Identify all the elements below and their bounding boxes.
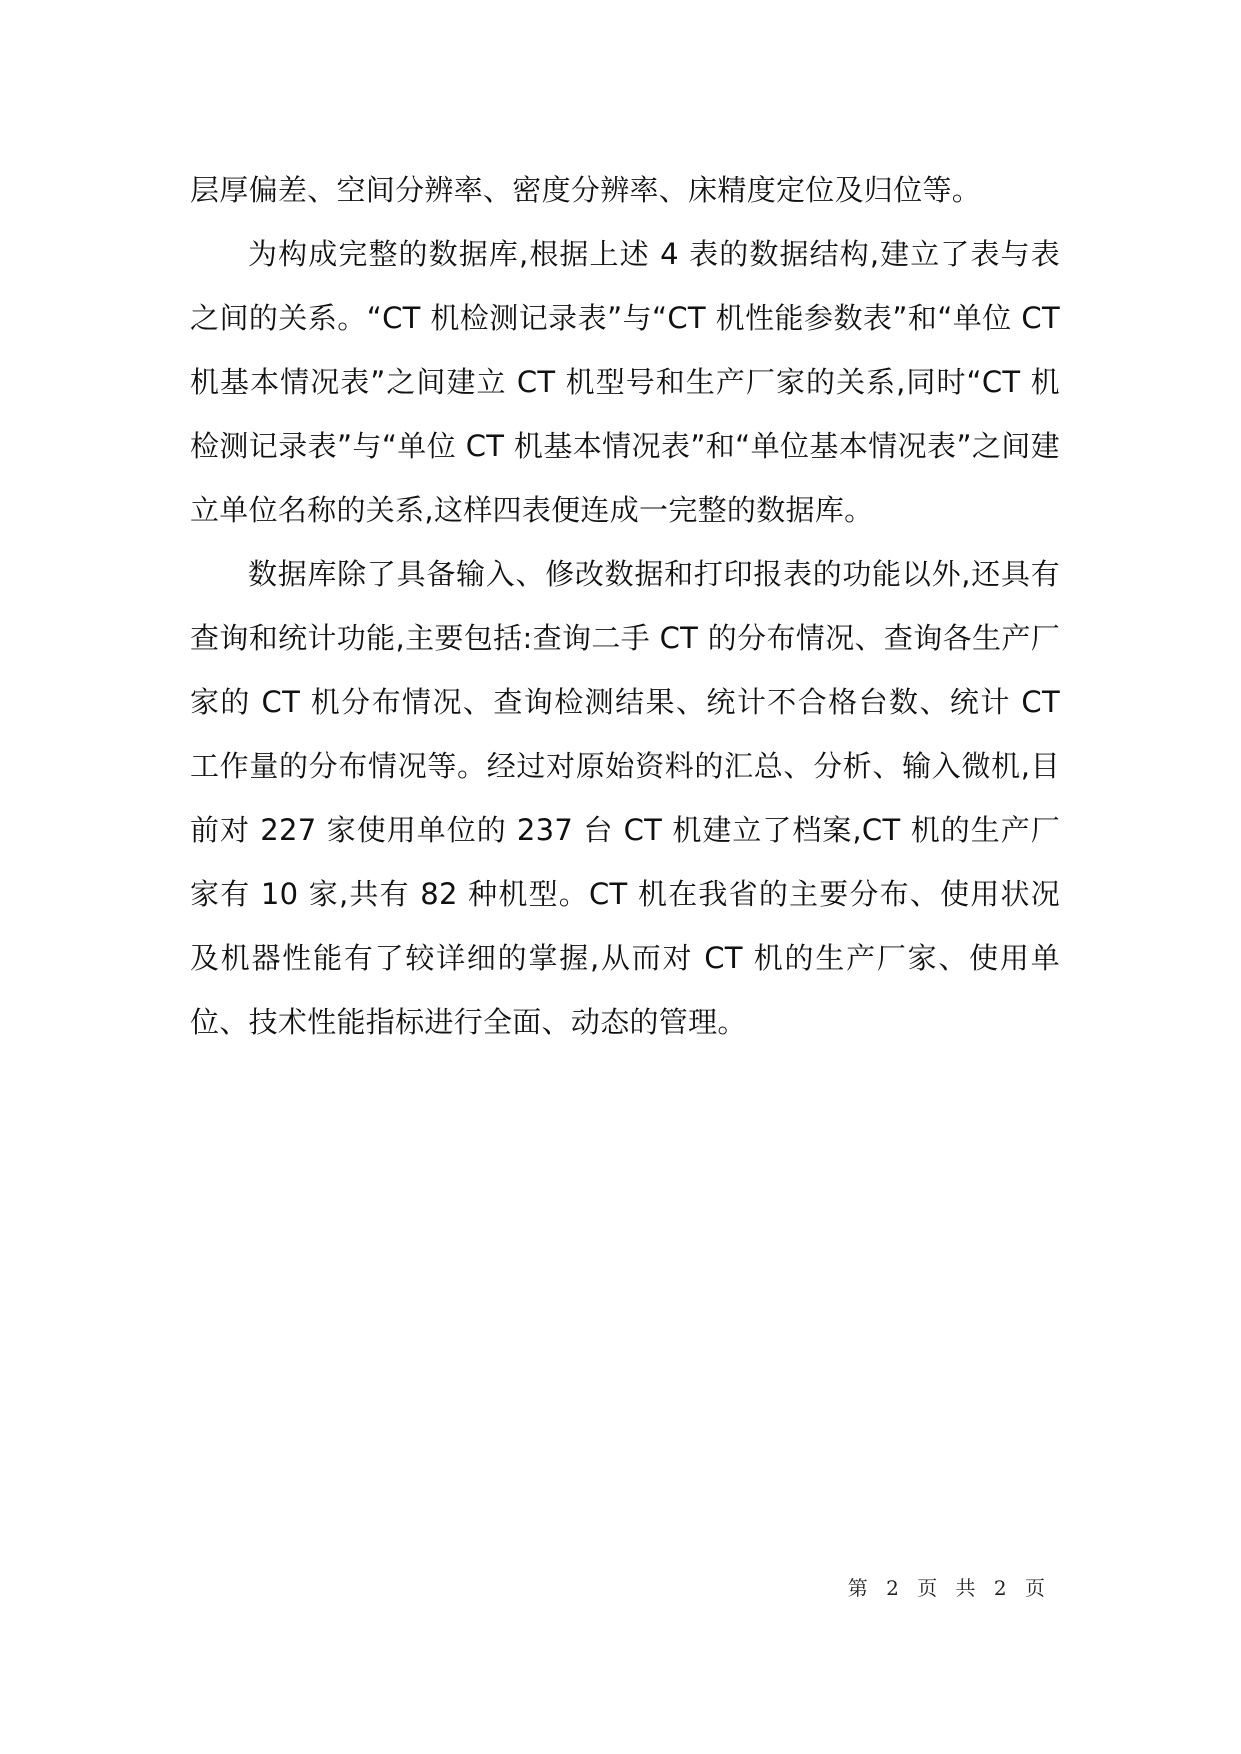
paragraph-database-relations: 为构成完整的数据库,根据上述 4 表的数据结构,建立了表与表之间的关系。“CT 机检测记录表”与“CT 机性能参数表”和“单位 CT 机基本情况表”之间建立 CT 机型号和生产厂家的关系,同时“CT 机检测记录表”与“单位 CT 机基本情况表”和“单位基本情况表”之间建立单位名称的关系,这样四表便连成一完整的数据库。 [190,237,1060,527]
document-body [190,158,1060,1054]
paragraph-continuation: 层厚偏差、空间分辨率、密度分辨率、床精度定位及归位等。 [190,173,982,207]
paragraph-database-functions: 数据库除了具备输入、修改数据和打印报表的功能以外,还具有查询和统计功能,主要包括:查询二手 CT 的分布情况、查询各生产厂家的 CT 机分布情况、查询检测结果、统计不合格台数、统计 CT 工作量的分布情况等。经过对原始资料的汇总、分析、输入微机,目前对 227 家使用单位的 237 台 CT 机建立了档案,CT 机的生产厂家有 10 家,共有 82 种机型。CT 机在我省的主要分布、使用状况及机器性能有了较详细的掌握,从而对 CT 机的生产厂家、使用单位、技术性能指标进行全面、动态的管理。 [190,557,1060,1039]
page-number-footer: 第 2 页 共 2 页 [847,1576,1051,1600]
